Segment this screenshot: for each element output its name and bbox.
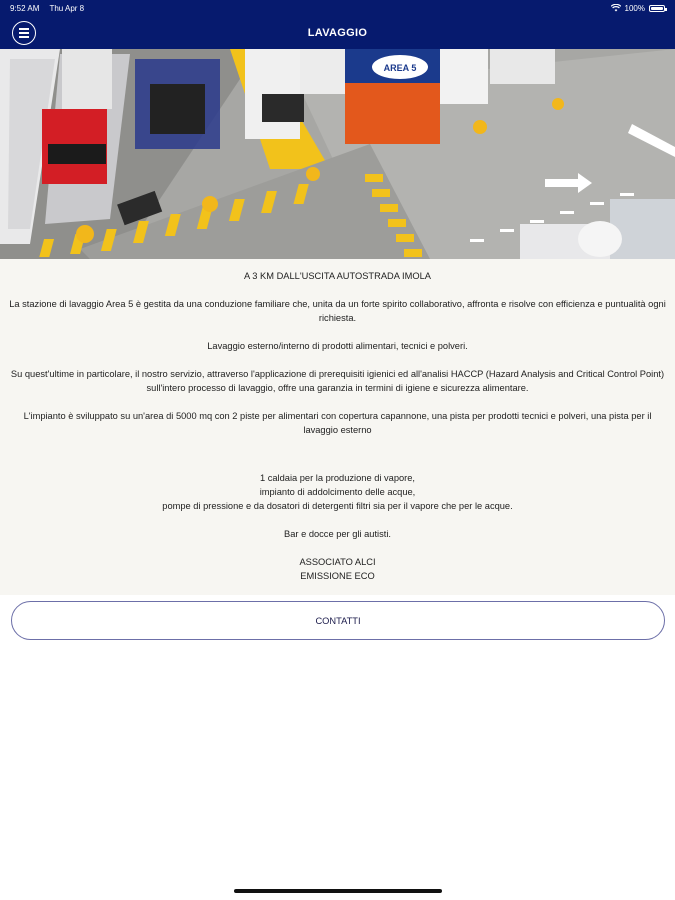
content-section — [0, 259, 675, 595]
status-time: 9:52 AM — [10, 3, 40, 13]
emission-line: EMISSIONE ECO — [300, 571, 375, 581]
headline: A 3 KM DALL'USCITA AUTOSTRADA IMOLA — [244, 271, 431, 281]
paragraph-services: Lavaggio esterno/interno di prodotti alimentari, tecnici e polveri. — [207, 341, 468, 351]
home-indicator[interactable] — [234, 889, 442, 893]
contact-button[interactable] — [11, 601, 665, 640]
battery-percent: 100% — [624, 3, 645, 13]
association-line: ASSOCIATO ALCI — [299, 557, 376, 567]
equipment-line-3: pompe di pressione e da dosatori di detergenti filtri sia per il vapore che per le acque. — [162, 501, 513, 511]
status-date: Thu Apr 8 — [49, 3, 85, 13]
equipment-line-1: 1 caldaia per la produzione di vapore, — [259, 473, 416, 483]
paragraph-intro: La stazione di lavaggio Area 5 è gestita da una conduzione familiare che, unita da un forte spirito collaborativo, affronta e risolve con efficienza e puntualità ogni richiesta. — [9, 299, 666, 323]
hero-sign-text: AREA 5 — [383, 63, 417, 73]
equipment-line-2: impianto di addolcimento delle acque, — [259, 487, 416, 497]
hamburger-menu-icon[interactable] — [12, 21, 36, 45]
status-left — [10, 4, 92, 13]
contact-button-label: CONTATTI — [315, 615, 361, 626]
truck-wash-photo — [0, 49, 675, 259]
status-bar — [0, 0, 675, 16]
battery-icon — [649, 5, 665, 12]
wifi-icon — [611, 4, 621, 12]
page-title: LAVAGGIO — [307, 26, 368, 39]
bar-line: Bar e docce per gli autisti. — [284, 529, 391, 539]
paragraph-facility: L'impianto è sviluppato su un'area di 5000 mq con 2 piste per alimentari con copertura capannone, una pista per prodotti tecnici e polveri, una pista per il lavaggio esterno — [23, 411, 652, 435]
status-right — [611, 4, 665, 13]
battery-fill — [651, 7, 663, 10]
paragraph-haccp: Su quest'ultime in particolare, il nostro servizio, attraverso l'applicazione di prerequisiti igienici ed all'analisi HACCP (Hazard Analysis and Critical Control Point) sull'intero processo di lavaggio, offre una garanzia in termini di igiene e sicurezza alimentare. — [10, 369, 665, 393]
nav-bar — [0, 16, 675, 49]
hero-image — [0, 49, 675, 259]
